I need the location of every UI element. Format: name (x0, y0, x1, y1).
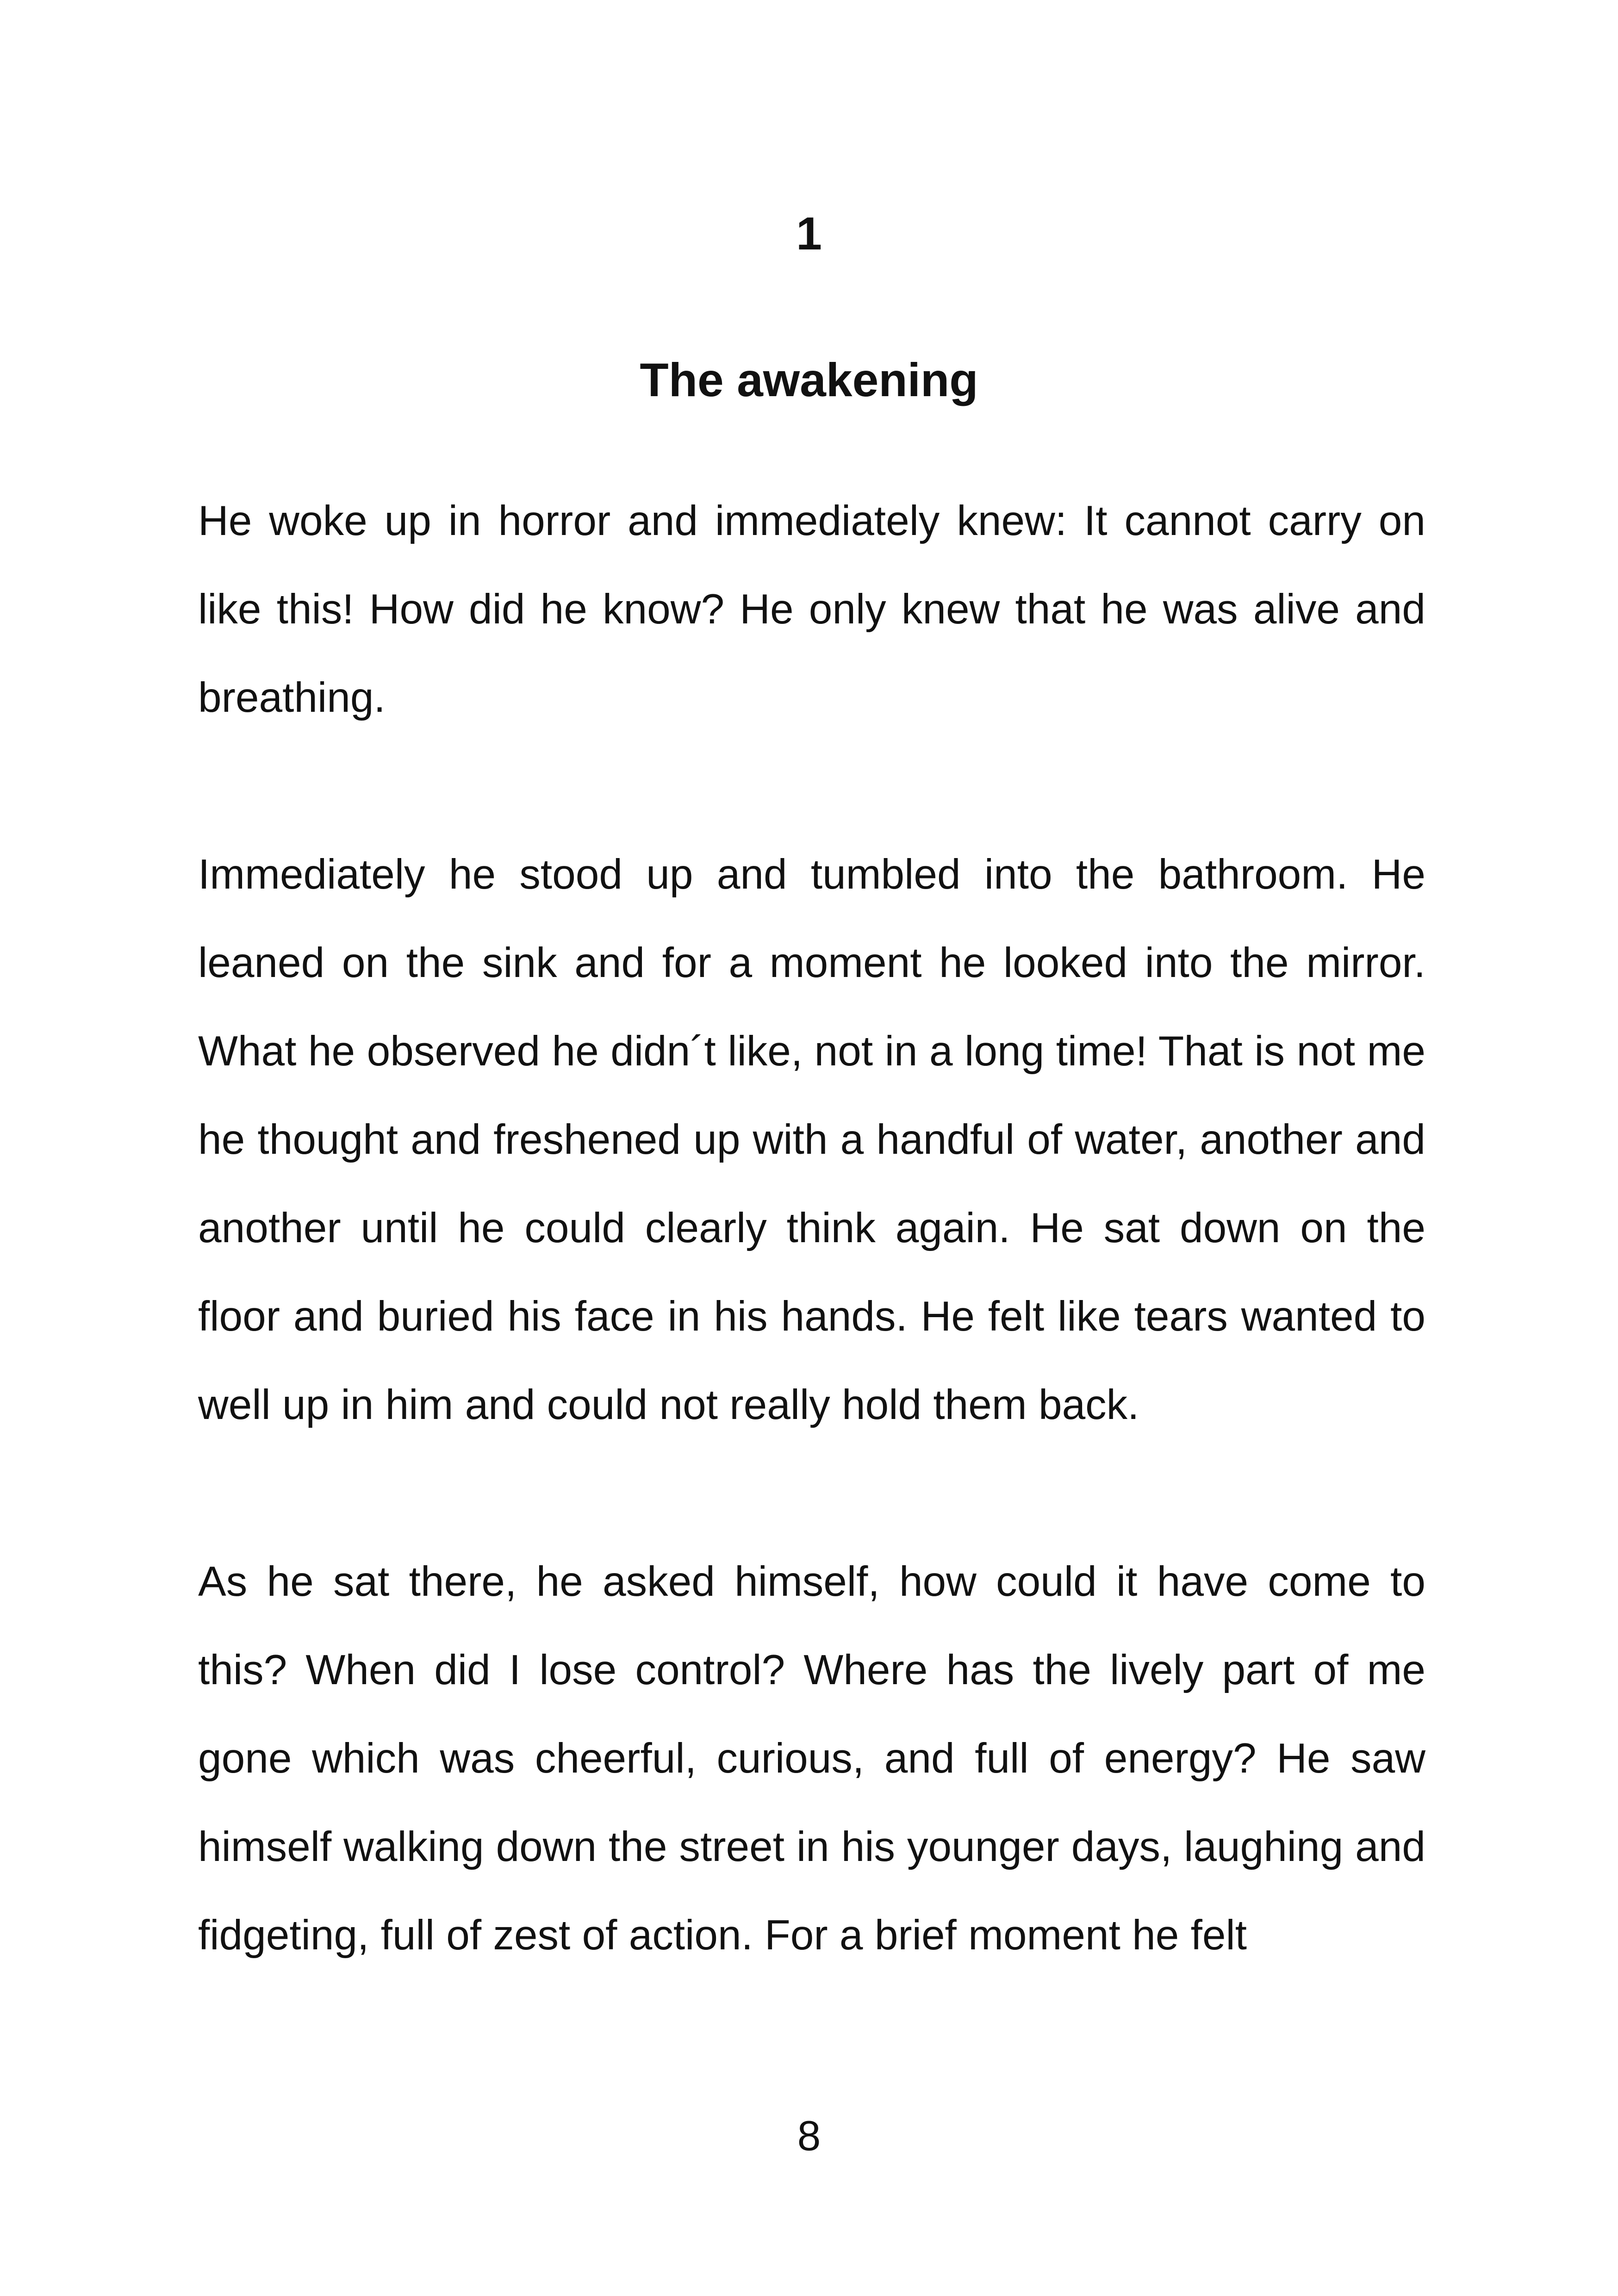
chapter-number: 1 (796, 208, 822, 260)
paragraph-3: As he sat there, he asked himself, how could it have come to this? When did I lose control? Where has the lively part of me gone which was cheerful, curious, and full of energy? He saw himself walking down the street in his younger days, laughing and fidgeting, full of zest of action. For a brief moment he felt (198, 1558, 1425, 1959)
chapter-body (198, 477, 1425, 1979)
chapter-title: The awakening (640, 354, 978, 406)
paragraph-2: Immediately he stood up and tumbled into the bathroom. He leaned on the sink and for a moment he looked into the mirror. What he observed he didn´t like, not in a long time! That is not me he thought and freshened up with a handful of water, another and another until he could clearly think again. He sat down on the floor and buried his face in his hands. He felt like tears wanted to well up in him and could not really hold them back. (198, 851, 1425, 1428)
paragraph-1: He woke up in horror and immediately knew: It cannot carry on like this! How did he know? He only knew that he was alive and breathing. (198, 498, 1425, 721)
page-number: 8 (797, 2113, 821, 2159)
